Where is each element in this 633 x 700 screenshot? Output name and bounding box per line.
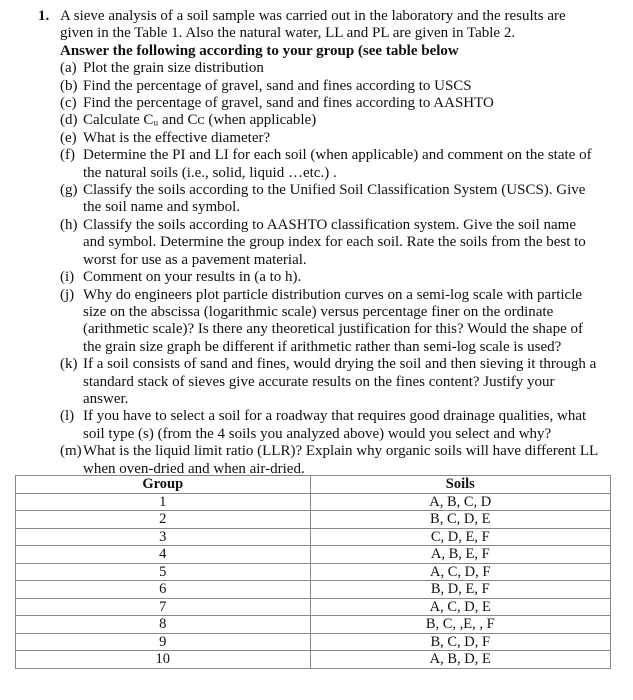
sub-question-text: the natural soils (i.e., solid, liquid …etc.) . (83, 164, 337, 181)
sub-question-label: (a) (60, 60, 77, 77)
sub-question (0, 112, 633, 129)
sub-question (0, 356, 633, 408)
sub-question-text: (arithmetic scale)? Is there any theoretical justification for this? Would the shape of (83, 321, 583, 338)
sub-question-label: (c) (60, 95, 77, 112)
sub-question (0, 443, 633, 478)
sub-question-text: answer. (83, 390, 129, 407)
table-body (16, 493, 611, 668)
table-row (16, 493, 611, 511)
soils-cell: A, C, D, F (310, 563, 610, 581)
sub-question-text: soil type (s) (from the 4 soils you analyzed above) would you select and why? (83, 425, 552, 442)
sub-question-label: (e) (60, 129, 77, 146)
sub-question (0, 287, 633, 357)
group-cell: 8 (16, 616, 311, 634)
sub-question-text: If a soil consists of sand and fines, would drying the soil and then sieving it through a (83, 356, 597, 373)
table-row (16, 633, 611, 651)
sub-question-label: (j) (60, 286, 75, 303)
sub-question-text: Classify the soils according to the Unified Soil Classification System (USCS). Give (83, 182, 586, 199)
soils-cell: A, C, D, E (310, 598, 610, 616)
group-cell: 5 (16, 563, 311, 581)
group-cell: 1 (16, 493, 311, 511)
group-cell: 7 (16, 598, 311, 616)
sub-question (0, 147, 633, 182)
sub-question-text: worst for use as a pavement material. (83, 251, 307, 268)
sub-question-label: (k) (60, 356, 78, 373)
group-cell: 3 (16, 528, 311, 546)
soils-cell: A, B, E, F (310, 546, 610, 564)
table-row (16, 511, 611, 529)
sub-question-text: Calculate Cᵤ and Cᴄ (when applicable) (83, 112, 317, 129)
soils-cell: A, B, C, D (310, 493, 610, 511)
table-row (16, 528, 611, 546)
table-row (16, 598, 611, 616)
question-1 (0, 8, 633, 478)
group-cell: 4 (16, 546, 311, 564)
sub-question-text: If you have to select a soil for a roadway that requires good drainage qualities, what (83, 408, 587, 425)
soils-cell: B, D, E, F (310, 581, 610, 599)
soils-cell: B, C, D, E (310, 511, 610, 529)
soils-cell: C, D, E, F (310, 528, 610, 546)
sub-question (0, 95, 633, 112)
sub-question (0, 130, 633, 147)
sub-question-text: and symbol. Determine the group index for each soil. Rate the soils from the best to (83, 234, 586, 251)
table-row (16, 546, 611, 564)
sub-question-text: Find the percentage of gravel, sand and fines according to AASHTO (83, 95, 494, 112)
group-cell: 10 (16, 651, 311, 669)
soils-cell: B, C, D, F (310, 633, 610, 651)
sub-question-text: Comment on your results in (a to h). (83, 269, 302, 286)
group-table (15, 475, 611, 669)
sub-question-label: (h) (60, 216, 78, 233)
sub-question-text: the soil name and symbol. (83, 199, 241, 216)
soils-cell: A, B, D, E (310, 651, 610, 669)
sub-question (0, 60, 633, 77)
sub-question (0, 182, 633, 217)
instruction: Answer the following according to your group (see table below (60, 42, 459, 59)
sub-question-text: Find the percentage of gravel, sand and fines according to USCS (83, 77, 472, 94)
table-row (16, 616, 611, 634)
table-row (16, 651, 611, 669)
sub-question-text: What is the liquid limit ratio (LLR)? Explain why organic soils will have different LL (83, 443, 599, 460)
intro-line: given in the Table 1. Also the natural water, LL and PL are given in Table 2. (60, 25, 516, 42)
sub-question-label: (m) (60, 443, 82, 460)
sub-question-text: the grain size graph be different if arithmetic rather than semi-log scale is used? (83, 338, 562, 355)
sub-question-text: Determine the PI and LI for each soil (when applicable) and comment on the state of (83, 147, 592, 164)
header-soils: Soils (310, 476, 610, 494)
sub-question-text: What is the effective diameter? (83, 129, 271, 146)
sub-question (0, 78, 633, 95)
header-group: Group (16, 476, 311, 494)
sub-question-text: Classify the soils according to AASHTO classification system. Give the soil name (83, 216, 576, 233)
sub-question-text: Plot the grain size distribution (83, 60, 264, 77)
soils-cell: B, C, ,E, , F (310, 616, 610, 634)
sub-question-label: (d) (60, 112, 78, 129)
sub-question-text: Why do engineers plot particle distribution curves on a semi-log scale with particle (83, 286, 583, 303)
sub-question (0, 269, 633, 286)
sub-question (0, 408, 633, 443)
sub-question-label: (l) (60, 408, 75, 425)
sub-question-list (0, 60, 633, 478)
table-row (16, 563, 611, 581)
question-number: 1. (38, 8, 50, 24)
sub-question-label: (i) (60, 269, 75, 286)
intro-line: A sieve analysis of a soil sample was carried out in the laboratory and the results are (60, 8, 566, 24)
table-row (16, 581, 611, 599)
sub-question-text: size on the abscissa (logarithmic scale) versus percentage finer on the ordinate (83, 303, 554, 320)
sub-question-text: standard stack of sieves give accurate results on the fines content? Justify your (83, 373, 555, 390)
sub-question-text: when oven-dried and when air-dried. (83, 460, 305, 477)
group-cell: 9 (16, 633, 311, 651)
sub-question-label: (f) (60, 147, 75, 164)
sub-question (0, 217, 633, 269)
group-cell: 2 (16, 511, 311, 529)
group-cell: 6 (16, 581, 311, 599)
table-header-row (16, 476, 611, 494)
sub-question-label: (g) (60, 182, 78, 199)
sub-question-label: (b) (60, 77, 78, 94)
